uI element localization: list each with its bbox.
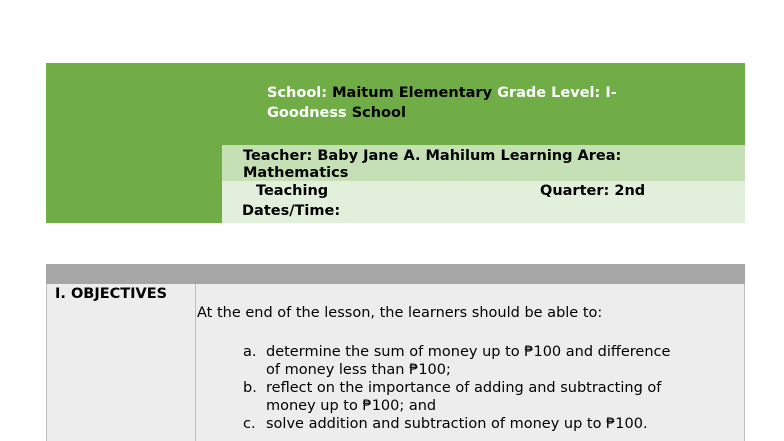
school-value: Maitum Elementary bbox=[332, 85, 493, 101]
quarter-label: Quarter: bbox=[540, 183, 610, 199]
objective-c-line1: solve addition and subtraction of money up to ₱100. bbox=[266, 416, 648, 432]
objective-marker-b: b. bbox=[243, 380, 257, 396]
teacher-label: Teacher: bbox=[243, 148, 313, 164]
grade-value: Goodness bbox=[267, 105, 347, 121]
objective-marker-a: a. bbox=[243, 344, 257, 360]
objective-a-line1: determine the sum of money up to ₱100 and difference bbox=[266, 344, 671, 360]
teacher-value: Baby Jane A. Mahilum bbox=[317, 148, 496, 164]
quarter-line bbox=[540, 181, 645, 201]
school-line-2 bbox=[267, 103, 406, 123]
learning-area-value: Mathematics bbox=[243, 165, 349, 181]
school-label: School: bbox=[267, 85, 328, 101]
teaching-label: Teaching bbox=[256, 183, 329, 199]
objective-a-line2: of money less than ₱100; bbox=[266, 362, 451, 378]
column-divider bbox=[195, 284, 196, 441]
school-value-cont: School bbox=[351, 105, 406, 121]
objective-marker-c: c. bbox=[243, 416, 256, 432]
objective-b-line1: reflect on the importance of adding and subtracting of bbox=[266, 380, 662, 396]
dates-label: Dates/Time: bbox=[242, 203, 341, 219]
grade-label: Grade Level: I- bbox=[497, 85, 617, 101]
objective-b-line2: money up to ₱100; and bbox=[266, 398, 437, 414]
table-header-bar bbox=[46, 264, 745, 284]
objectives-heading: I. OBJECTIVES bbox=[55, 286, 168, 302]
learning-area-label: Learning Area: bbox=[500, 148, 622, 164]
objectives-intro: At the end of the lesson, the learners should be able to: bbox=[197, 305, 603, 321]
school-line bbox=[267, 83, 617, 103]
quarter-value: 2nd bbox=[614, 183, 646, 199]
